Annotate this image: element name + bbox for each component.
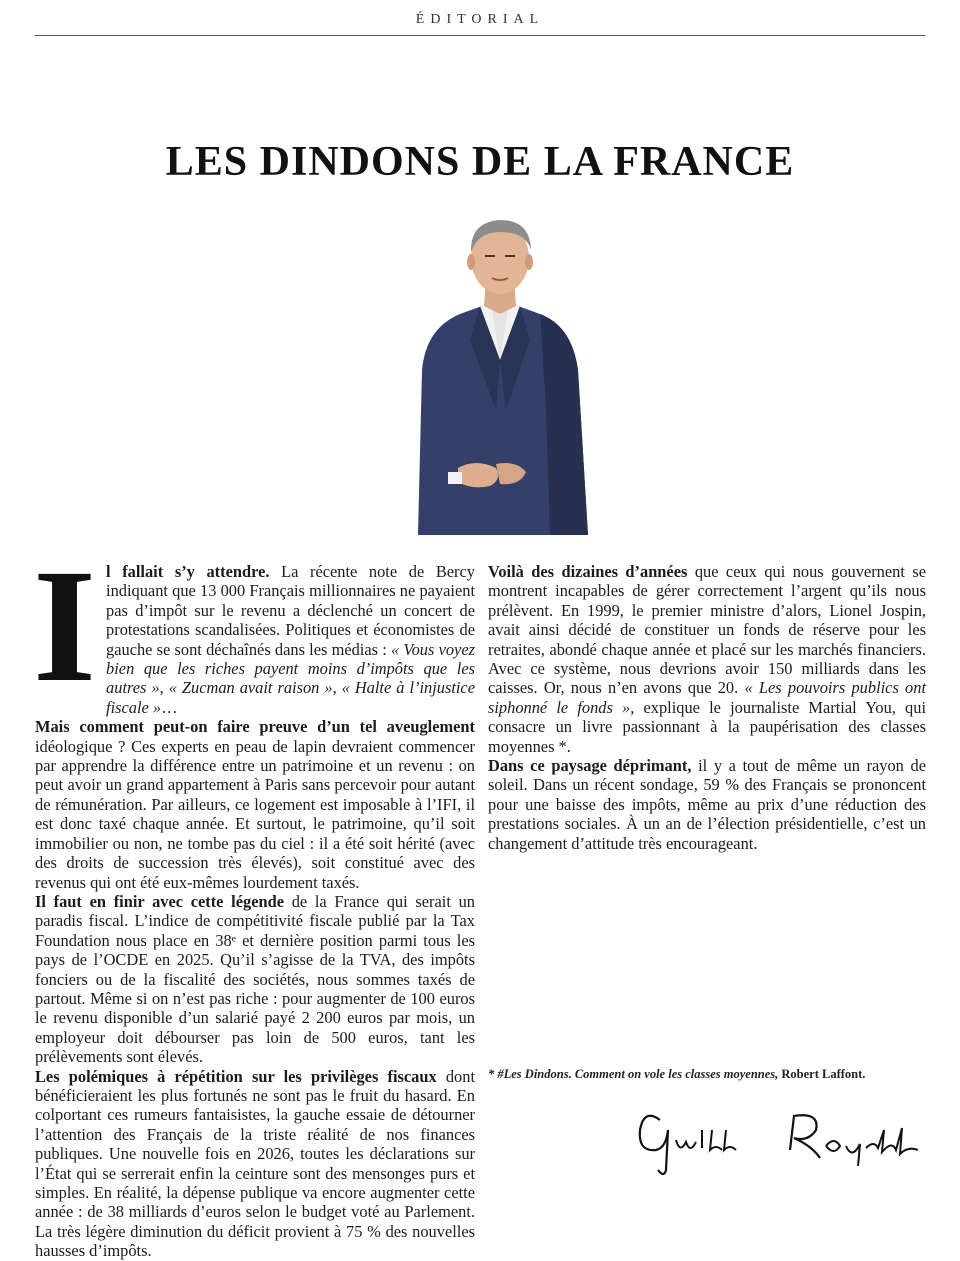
- quote: « Vous voyez bien que les riches payent moins d’impôts que les autres »: [106, 639, 475, 698]
- quote: « Halte à l’injustice fiscale »: [106, 678, 475, 717]
- body-text: idéologique ? Ces experts en peau de lapin devraient commencer par apprendre la différence entre un patrimoine et un revenu : on peut avoir un grand appartement à Paris sans percevoir pour autant de rémunération. Par ailleurs, ce logement est imposable à l’IFI, il est donc taxé chaque année. Et surtout, le patrimoine, qu’il soit immobilier ou non, ne tombe pas du ciel : il a été soit hérité (avec des droits de succession très élevés), soit constitué avec des revenus qui ont été eux-mêmes lourdement taxés.: [35, 736, 475, 892]
- paragraph-4: [35, 1067, 475, 1261]
- quote: « Zucman avait raison »: [168, 678, 333, 698]
- paragraph-3: [35, 892, 475, 1067]
- paragraph-2: [35, 717, 475, 892]
- body-text: La récente note de Bercy indiquant que 13 000 Français millionnaires ne payaient pas d’impôt sur le revenu a déclenché un concert de protestations scandalisées. Politiques et économistes de gauche se sont déchaînés dans les médias :: [106, 562, 475, 659]
- body-text: que ceux qui nous gouvernent se montrent incapables de gérer correctement l’argent qu’ils nous prélèvent. En 1999, le premier ministre d’alors, Lionel Jospin, avait ainsi décidé de constituer un fonds de réserve pour les retraites, abondé chaque année et placé sur les marchés financiers. Avec ce système, nous devrions avoir 150 milliards dans les caisses. Or, nous n’en avons que 20.: [488, 562, 926, 698]
- paragraph-6: [488, 756, 926, 853]
- body-text: il y a tout de même un rayon de soleil. Dans un récent sondage, 59 % des Français se prononcent pour une baisse des impôts, même au prix d’une réduction des prestations sociales. À un an de l’élection présidentielle, c’est un changement d’attitude très encourageant.: [488, 756, 926, 853]
- lead-in: l fallait s’y attendre.: [106, 562, 270, 581]
- body-text: de la France qui serait un paradis fiscal. L’indice de compétitivité fiscale publié par la Tax Foundation nous place en 38ᵉ et dernière position parmi tous les pays de l’OCDE en 2025. Qu’il s’agisse de la TVA, des impôts fonciers ou de la fiscalité des sociétés, nous sommes taxés de partout. Même si on n’est pas riche : pour augmenter de 100 euros le revenu disponible d’un salarié payé 2 200 euros par mois, un employeur doit débourser pas loin de 500 euros, tant les prélèvements sont élevés.: [35, 891, 475, 1067]
- paragraph-5: Voilà des dizaines d’années que ceux qui nous gouvernent se montrent incapables de gérer correctement l’argent qu’ils nous prélèvent. En 1999, le premier ministre d’alors, Lionel Jospin, avait ainsi décidé de constituer un fonds de réserve pour les retraites, abondé chaque année et placé sur les marchés financiers. Avec ce système, nous devrions avoir 150 milliards dans les caisses. Or, nous n’en avons que 20. « Les pouvoirs publics ont siphonné le fonds », explique le journaliste Martial You, qui consacre un livre passionnant à la paupérisation des classes moyennes *.: [488, 562, 927, 756]
- author-signature: [630, 1100, 930, 1180]
- footnote-publisher: Robert Laffont.: [778, 1067, 866, 1081]
- book-footnote: [488, 1067, 926, 1082]
- headline: LES DINDONS DE LA FRANCE: [165, 139, 795, 185]
- top-divider: [35, 35, 925, 36]
- lead-in: Les polémiques à répétition sur les privilèges fiscaux: [35, 1066, 437, 1086]
- author-portrait-illustration: [400, 210, 600, 540]
- article-column-right: [488, 562, 926, 853]
- lead-in: Il faut en finir avec cette légende: [35, 891, 284, 911]
- footnote-title: * #Les Dindons. Comment on vole les classes moyennes,: [488, 1067, 779, 1081]
- lead-in: Dans ce paysage déprimant,: [488, 756, 692, 776]
- section-rubric: ÉDITORIAL: [415, 12, 545, 27]
- paragraph-1: Il fallait s’y attendre. La récente note de Bercy indiquant que 13 000 Français millionnaires ne payaient pas d’impôt sur le revenu a déclenché un concert de protestations scandalisées. Politiques et économistes de gauche se sont déchaînés dans les médias : « Vous voyez bien que les riches payent moins d’impôts que les autres », « Zucman avait raison », « Halte à l’injustice fiscale »…: [33, 537, 475, 717]
- article-column-left: [33, 537, 475, 1261]
- lead-in: Mais comment peut-on faire preuve d’un tel aveuglement: [35, 717, 475, 737]
- quote: « Les pouvoirs publics ont siphonné le fonds »: [488, 678, 927, 717]
- lead-in: Voilà des dizaines d’années: [488, 562, 688, 581]
- body-text: dont bénéficieraient les plus fortunés ne sont pas le fruit du hasard. En colportant ces rumeurs fantaisistes, la gauche essaie de détourner l’attention des Français de la triste réalité de nos finances publiques. Une nouvelle fois en 2026, toutes les déclarations sur l’État qui se serrerait enfin la ceinture sont des mensonges purs et simples. En réalité, la dépense publique va encore augmenter cette année : de 38 milliards d’euros selon le budget voté au Parlement. La très légère diminution du déficit provient à 75 % des nouvelles hausses d’impôts.: [35, 1066, 475, 1261]
- drop-cap: I: [33, 537, 97, 716]
